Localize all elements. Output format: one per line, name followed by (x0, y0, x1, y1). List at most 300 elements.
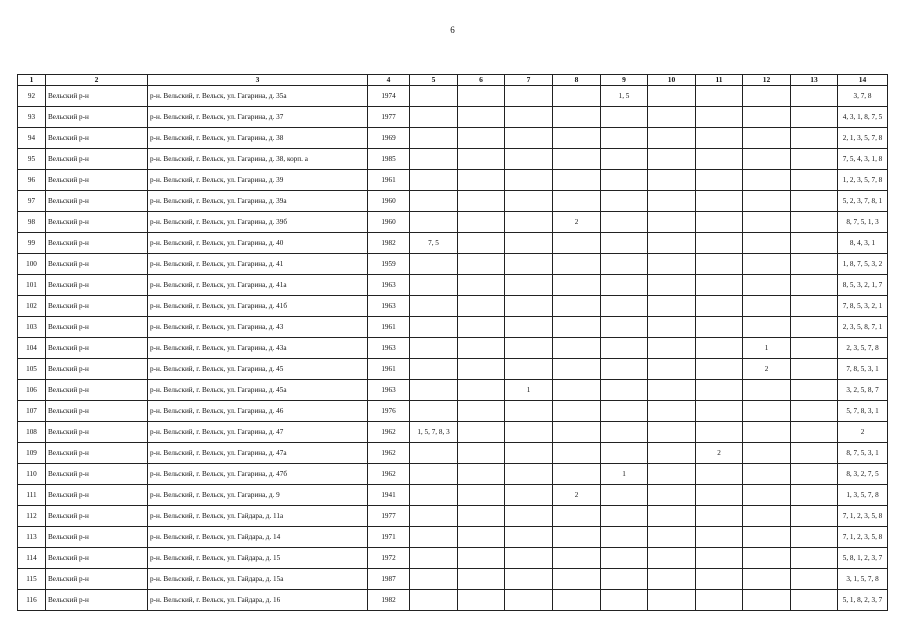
table-cell (648, 401, 696, 422)
table-cell: 7, 1, 2, 3, 5, 8 (838, 506, 888, 527)
table-cell (410, 317, 458, 338)
table-cell (505, 296, 553, 317)
table-cell: 1963 (368, 275, 410, 296)
table-cell: 3, 2, 5, 8, 7 (838, 380, 888, 401)
table-cell (601, 359, 648, 380)
table-cell: 1, 5, 7, 8, 3 (410, 422, 458, 443)
table-cell (696, 191, 743, 212)
page-number: 6 (450, 25, 455, 35)
table-cell: 97 (18, 191, 46, 212)
table-cell (696, 338, 743, 359)
table-row (18, 506, 888, 527)
table-row (18, 422, 888, 443)
table-cell (743, 275, 791, 296)
table-cell (791, 191, 838, 212)
table-cell (458, 86, 505, 107)
table-cell: 1963 (368, 296, 410, 317)
table-cell: 1962 (368, 443, 410, 464)
table-cell: 1, 5 (601, 86, 648, 107)
table-cell (601, 212, 648, 233)
table-cell (648, 149, 696, 170)
table-cell (791, 128, 838, 149)
table-cell: Вельский р-н (46, 422, 148, 443)
table-cell (553, 464, 601, 485)
table-cell: 109 (18, 443, 46, 464)
table-cell: Вельский р-н (46, 548, 148, 569)
table-cell (648, 443, 696, 464)
table-cell (743, 149, 791, 170)
table-cell (458, 359, 505, 380)
table-cell (601, 548, 648, 569)
table-row (18, 212, 888, 233)
table-cell (458, 275, 505, 296)
table-cell (743, 590, 791, 611)
table-cell (505, 107, 553, 128)
table-cell: р-н. Вельский, г. Вельск, ул. Гагарина, д. 47а (148, 443, 368, 464)
table-cell (458, 128, 505, 149)
table-cell (410, 149, 458, 170)
table-row (18, 233, 888, 254)
table-cell (410, 296, 458, 317)
table-cell: 8, 3, 2, 7, 5 (838, 464, 888, 485)
table-cell (505, 191, 553, 212)
table-cell (505, 443, 553, 464)
table-cell (743, 443, 791, 464)
table-cell: Вельский р-н (46, 485, 148, 506)
table-cell (505, 254, 553, 275)
table-cell (601, 569, 648, 590)
table-cell (458, 548, 505, 569)
table-body (18, 86, 888, 611)
table-cell (743, 212, 791, 233)
column-header: 4 (368, 75, 410, 86)
table-cell (458, 107, 505, 128)
table-cell: 2 (553, 485, 601, 506)
table-cell (553, 443, 601, 464)
table-cell: 1 (505, 380, 553, 401)
data-table (17, 74, 888, 611)
table-cell: 1977 (368, 506, 410, 527)
table-cell (743, 107, 791, 128)
table-cell: 8, 7, 5, 1, 3 (838, 212, 888, 233)
table-cell: 1, 8, 7, 5, 3, 2 (838, 254, 888, 275)
table-cell: 5, 7, 8, 3, 1 (838, 401, 888, 422)
table-cell (791, 548, 838, 569)
table-row (18, 170, 888, 191)
table-cell (505, 170, 553, 191)
table-cell (696, 107, 743, 128)
table-cell (458, 506, 505, 527)
table-cell (458, 170, 505, 191)
table-row (18, 590, 888, 611)
table-cell: р-н. Вельский, г. Вельск, ул. Гагарина, д. 41б (148, 296, 368, 317)
table-cell (553, 86, 601, 107)
table-cell: Вельский р-н (46, 107, 148, 128)
table-cell (553, 107, 601, 128)
table-cell: 7, 5, 4, 3, 1, 8 (838, 149, 888, 170)
table-cell: 112 (18, 506, 46, 527)
table-cell (743, 296, 791, 317)
column-header: 6 (458, 75, 505, 86)
table-cell: Вельский р-н (46, 401, 148, 422)
table-cell (696, 233, 743, 254)
table-cell (601, 254, 648, 275)
table-cell: р-н. Вельский, г. Вельск, ул. Гагарина, д. 46 (148, 401, 368, 422)
table-cell (648, 254, 696, 275)
table-cell (791, 422, 838, 443)
table-cell: 1961 (368, 359, 410, 380)
table-cell (791, 317, 838, 338)
table-cell (410, 191, 458, 212)
table-cell: 1974 (368, 86, 410, 107)
table-cell (553, 170, 601, 191)
table-cell: р-н. Вельский, г. Вельск, ул. Гайдара, д. 15 (148, 548, 368, 569)
table-cell (410, 170, 458, 191)
table-cell: 105 (18, 359, 46, 380)
table-cell: Вельский р-н (46, 338, 148, 359)
table-row (18, 380, 888, 401)
table-cell (458, 254, 505, 275)
table-cell (458, 317, 505, 338)
table-cell (601, 107, 648, 128)
table-cell (410, 359, 458, 380)
table-cell: 1959 (368, 254, 410, 275)
table-cell: р-н. Вельский, г. Вельск, ул. Гагарина, д. 45а (148, 380, 368, 401)
table-cell (553, 527, 601, 548)
table-cell (458, 149, 505, 170)
table-cell (696, 128, 743, 149)
table-cell: 1961 (368, 170, 410, 191)
table-cell: р-н. Вельский, г. Вельск, ул. Гагарина, д. 38 (148, 128, 368, 149)
table-cell (696, 212, 743, 233)
table-cell: 2, 3, 5, 8, 7, 1 (838, 317, 888, 338)
table-cell (458, 233, 505, 254)
table-cell (648, 212, 696, 233)
table-cell (601, 527, 648, 548)
table-cell (648, 275, 696, 296)
table-cell (791, 590, 838, 611)
table-cell (553, 590, 601, 611)
table-cell: 1963 (368, 338, 410, 359)
table-cell: Вельский р-н (46, 569, 148, 590)
table-cell (458, 569, 505, 590)
table-cell: Вельский р-н (46, 233, 148, 254)
table-cell (505, 317, 553, 338)
table-row (18, 338, 888, 359)
table-cell (648, 359, 696, 380)
table-cell (505, 464, 553, 485)
table-cell (791, 296, 838, 317)
table-cell (410, 590, 458, 611)
table-cell: 8, 7, 5, 3, 1 (838, 443, 888, 464)
table-cell: 99 (18, 233, 46, 254)
table-cell (648, 485, 696, 506)
table-cell (410, 86, 458, 107)
table-cell: 2, 1, 3, 5, 7, 8 (838, 128, 888, 149)
column-header: 14 (838, 75, 888, 86)
table-cell: р-н. Вельский, г. Вельск, ул. Гагарина, д. 39а (148, 191, 368, 212)
table-cell (696, 422, 743, 443)
table-cell: 95 (18, 149, 46, 170)
table-cell: Вельский р-н (46, 128, 148, 149)
column-header: 5 (410, 75, 458, 86)
table-cell (648, 548, 696, 569)
table-cell: р-н. Вельский, г. Вельск, ул. Гагарина, д. 35а (148, 86, 368, 107)
table-cell (696, 86, 743, 107)
table-cell (696, 296, 743, 317)
table-row (18, 443, 888, 464)
table-cell: 4, 3, 1, 8, 7, 5 (838, 107, 888, 128)
table-cell: Вельский р-н (46, 590, 148, 611)
table-cell: 5, 8, 1, 2, 3, 7 (838, 548, 888, 569)
table-cell (696, 170, 743, 191)
table-cell: 1961 (368, 317, 410, 338)
table-row (18, 401, 888, 422)
table-row (18, 191, 888, 212)
table-cell: Вельский р-н (46, 527, 148, 548)
table-cell: Вельский р-н (46, 464, 148, 485)
table-cell (601, 485, 648, 506)
table-cell (743, 233, 791, 254)
table-cell (696, 380, 743, 401)
table-cell: 114 (18, 548, 46, 569)
table-cell: 1960 (368, 212, 410, 233)
table-cell (553, 254, 601, 275)
table-row (18, 464, 888, 485)
table-cell: 1987 (368, 569, 410, 590)
table-cell: 7, 8, 5, 3, 2, 1 (838, 296, 888, 317)
table-cell (743, 569, 791, 590)
table-row (18, 527, 888, 548)
table-row (18, 359, 888, 380)
table-cell (743, 170, 791, 191)
table-cell: 8, 4, 3, 1 (838, 233, 888, 254)
table-cell (696, 359, 743, 380)
table-cell (743, 191, 791, 212)
table-cell (410, 485, 458, 506)
table-cell (553, 149, 601, 170)
table-cell: р-н. Вельский, г. Вельск, ул. Гагарина, д. 43 (148, 317, 368, 338)
table-cell: Вельский р-н (46, 380, 148, 401)
table-cell (791, 359, 838, 380)
table-cell: 5, 1, 8, 2, 3, 7 (838, 590, 888, 611)
table-cell: 101 (18, 275, 46, 296)
table-cell: 1963 (368, 380, 410, 401)
table-row (18, 128, 888, 149)
table-cell (791, 485, 838, 506)
table-cell (410, 506, 458, 527)
table-cell (743, 548, 791, 569)
table-cell (505, 359, 553, 380)
table-cell (696, 485, 743, 506)
table-cell: 111 (18, 485, 46, 506)
table-cell (553, 128, 601, 149)
table-cell (505, 212, 553, 233)
table-cell (791, 233, 838, 254)
table-cell (553, 317, 601, 338)
table-cell (696, 548, 743, 569)
table-cell: 1982 (368, 233, 410, 254)
table-cell: 107 (18, 401, 46, 422)
table-cell (601, 296, 648, 317)
table-cell (601, 191, 648, 212)
table-cell (791, 569, 838, 590)
table-cell (410, 380, 458, 401)
table-cell (601, 338, 648, 359)
table-cell: Вельский р-н (46, 212, 148, 233)
table-cell (505, 569, 553, 590)
column-header: 9 (601, 75, 648, 86)
table-cell: 1, 2, 3, 5, 7, 8 (838, 170, 888, 191)
table-cell: 8, 5, 3, 2, 1, 7 (838, 275, 888, 296)
table-cell (648, 296, 696, 317)
table-cell: 93 (18, 107, 46, 128)
table-cell (791, 506, 838, 527)
table-cell (505, 485, 553, 506)
table-cell (505, 128, 553, 149)
table-row (18, 149, 888, 170)
table-cell (505, 527, 553, 548)
table-cell (791, 527, 838, 548)
table-cell (553, 233, 601, 254)
table-cell (601, 506, 648, 527)
table-cell: 3, 1, 5, 7, 8 (838, 569, 888, 590)
table-cell: 2 (696, 443, 743, 464)
table-cell (553, 569, 601, 590)
column-header: 1 (18, 75, 46, 86)
table-cell (505, 233, 553, 254)
table-cell (601, 401, 648, 422)
table-cell (743, 485, 791, 506)
table-cell (696, 401, 743, 422)
table-cell (458, 464, 505, 485)
table-cell (601, 170, 648, 191)
table-cell: 98 (18, 212, 46, 233)
table-cell (791, 170, 838, 191)
table-cell (505, 590, 553, 611)
table-cell (791, 401, 838, 422)
table-cell: 7, 8, 5, 3, 1 (838, 359, 888, 380)
table-cell (648, 128, 696, 149)
table-cell (696, 506, 743, 527)
table-cell (410, 128, 458, 149)
table-cell (505, 548, 553, 569)
table-cell (553, 275, 601, 296)
table-cell: 1972 (368, 548, 410, 569)
table-cell: 1985 (368, 149, 410, 170)
table-cell: р-н. Вельский, г. Вельск, ул. Гагарина, д. 47 (148, 422, 368, 443)
table-cell (696, 464, 743, 485)
table-cell: 1962 (368, 422, 410, 443)
column-header: 10 (648, 75, 696, 86)
table-cell (458, 191, 505, 212)
table-cell: Вельский р-н (46, 296, 148, 317)
table-cell: р-н. Вельский, г. Вельск, ул. Гагарина, д. 41 (148, 254, 368, 275)
table-cell: 2 (838, 422, 888, 443)
table-row (18, 569, 888, 590)
table-cell (458, 338, 505, 359)
table-row (18, 548, 888, 569)
table-cell (410, 464, 458, 485)
table-cell: Вельский р-н (46, 359, 148, 380)
table-cell: 104 (18, 338, 46, 359)
table-cell (505, 149, 553, 170)
table-cell (791, 380, 838, 401)
table-cell: 1 (743, 338, 791, 359)
table-cell (410, 569, 458, 590)
table-cell (553, 401, 601, 422)
table-cell: р-н. Вельский, г. Вельск, ул. Гагарина, д. 47б (148, 464, 368, 485)
table-cell: р-н. Вельский, г. Вельск, ул. Гагарина, д. 40 (148, 233, 368, 254)
table-cell (791, 443, 838, 464)
table-cell (601, 590, 648, 611)
table-cell (743, 317, 791, 338)
table-cell: 1969 (368, 128, 410, 149)
table-cell (743, 401, 791, 422)
table-cell (648, 527, 696, 548)
table-row (18, 485, 888, 506)
table-cell (601, 128, 648, 149)
table-cell: р-н. Вельский, г. Вельск, ул. Гагарина, д. 37 (148, 107, 368, 128)
table-cell: 103 (18, 317, 46, 338)
table-cell (791, 254, 838, 275)
table-cell (648, 464, 696, 485)
table-cell: 1977 (368, 107, 410, 128)
table-cell: р-н. Вельский, г. Вельск, ул. Гагарина, д. 39б (148, 212, 368, 233)
table-cell: 1960 (368, 191, 410, 212)
table-cell (410, 254, 458, 275)
table-cell (458, 443, 505, 464)
column-header: 12 (743, 75, 791, 86)
table-cell: Вельский р-н (46, 254, 148, 275)
table-cell: 1941 (368, 485, 410, 506)
table-cell (648, 338, 696, 359)
column-header: 11 (696, 75, 743, 86)
table-cell (601, 422, 648, 443)
table-cell (553, 506, 601, 527)
table-cell (648, 170, 696, 191)
table-cell: Вельский р-н (46, 443, 148, 464)
table-cell (458, 380, 505, 401)
table-cell: Вельский р-н (46, 191, 148, 212)
table-cell (458, 527, 505, 548)
table-cell: р-н. Вельский, г. Вельск, ул. Гагарина, д. 43а (148, 338, 368, 359)
column-header: 13 (791, 75, 838, 86)
table-cell (648, 233, 696, 254)
table-cell (743, 380, 791, 401)
table-cell: 92 (18, 86, 46, 107)
table-cell: Вельский р-н (46, 317, 148, 338)
table-cell (553, 296, 601, 317)
table-cell (458, 485, 505, 506)
table-cell: 96 (18, 170, 46, 191)
table-row (18, 317, 888, 338)
table-cell (648, 86, 696, 107)
table-cell: р-н. Вельский, г. Вельск, ул. Гайдара, д. 16 (148, 590, 368, 611)
table-cell (553, 191, 601, 212)
table-cell: 5, 2, 3, 7, 8, 1 (838, 191, 888, 212)
column-header: 7 (505, 75, 553, 86)
table-row (18, 296, 888, 317)
column-header: 8 (553, 75, 601, 86)
table-cell (696, 590, 743, 611)
table-row (18, 254, 888, 275)
table-cell: 2, 3, 5, 7, 8 (838, 338, 888, 359)
table-cell (791, 149, 838, 170)
table-cell (601, 149, 648, 170)
table-cell (696, 569, 743, 590)
table-cell: р-н. Вельский, г. Вельск, ул. Гайдара, д. 14 (148, 527, 368, 548)
